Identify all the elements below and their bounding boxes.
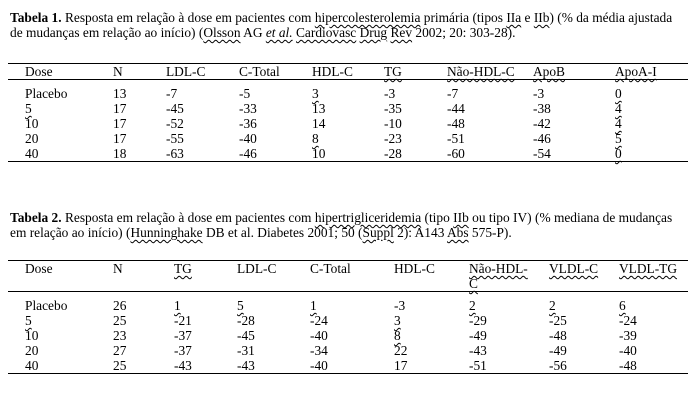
table1-column-header: LDL-C (149, 64, 222, 80)
table1-row (8, 131, 688, 146)
table1-cell (516, 101, 598, 116)
table2-cell (220, 313, 293, 328)
table2-cell-value: 27 (113, 343, 127, 358)
table1-caption-fragment: Rev (390, 25, 413, 40)
table1-cell-value: -35 (384, 101, 402, 116)
table2-cell-value: -43 (469, 343, 487, 358)
table1-cell-value: -45 (166, 101, 184, 116)
table2-caption-fragment: (tipo (421, 210, 454, 225)
table2-cell-value: -43 (237, 358, 255, 373)
table2-cell (377, 358, 452, 374)
table1-body (8, 80, 688, 162)
table2-cell (157, 328, 220, 343)
table2-cell-value: 3 (394, 313, 401, 328)
table2-cell (452, 292, 532, 314)
table1-cell-value: -55 (166, 131, 184, 146)
table2-cell-value: 23 (113, 328, 127, 343)
table1-cell-value: 13 (113, 86, 127, 101)
table2-caption-fragment: Hunninghake (130, 225, 203, 240)
table1-dose-cell (8, 80, 96, 102)
table1-cell-value: -46 (533, 131, 551, 146)
table2-caption-fragment: Abs (447, 225, 469, 240)
table1-cell (149, 101, 222, 116)
table1-caption-fragment: Cardiovasc (295, 25, 357, 40)
table2-cell-value: 8 (394, 328, 401, 343)
table2-cell-value: -48 (549, 328, 567, 343)
table1-cell-value: 8 (312, 131, 319, 146)
table2-cell-value: -24 (619, 313, 637, 328)
table2-cell (220, 292, 293, 314)
table1-column-header: N (96, 64, 149, 80)
table1-cell-value: 0 (615, 146, 622, 161)
table1-caption-fragment: et al. (265, 25, 293, 40)
table1-caption-fragment: primária (tipos (420, 10, 507, 25)
table1-cell (516, 80, 598, 102)
table1-cell (295, 80, 367, 102)
table2-cell (96, 358, 157, 374)
table2-cell (96, 292, 157, 314)
table1-cell (598, 146, 688, 162)
table2-cell (293, 328, 377, 343)
table1-column-header: HDL-C (295, 64, 367, 80)
table1-cell (598, 101, 688, 116)
table1-cell-value: Placebo (25, 86, 68, 101)
table2-cell (602, 358, 688, 374)
table1-caption (10, 10, 685, 40)
table1-cell-value: 17 (113, 101, 127, 116)
table1-column-header: ApoB (516, 64, 598, 80)
table1-dose-cell (8, 101, 96, 116)
table1-row (8, 80, 688, 102)
table2-column-header: C-Total (293, 261, 377, 292)
table1-cell-value: 20 (25, 131, 39, 146)
table1-cell (96, 146, 149, 162)
table1-cell (222, 101, 295, 116)
table1-cell-value: 10 (312, 146, 326, 161)
table2-cell (220, 328, 293, 343)
table2-cell-value: 10 (25, 328, 39, 343)
table2-cell-value: -37 (174, 328, 192, 343)
table1-cell (430, 116, 516, 131)
table1-cell (96, 101, 149, 116)
table1-cell (430, 146, 516, 162)
table2-caption-fragment: hipertrigliceridemia (314, 210, 422, 225)
table1-cell-value: -52 (166, 116, 184, 131)
table1-cell (222, 80, 295, 102)
table2-cell (532, 328, 602, 343)
table2-row (8, 313, 688, 328)
table1-cell (96, 116, 149, 131)
table2-cell-value: 1 (174, 298, 181, 313)
table2-cell (532, 313, 602, 328)
table2-column-header: LDL-C (220, 261, 293, 292)
table2-cell (96, 328, 157, 343)
table1-cell-value: -7 (166, 86, 178, 101)
table2-cell (602, 313, 688, 328)
table1-header-row (8, 64, 688, 80)
table1-cell-value: 18 (113, 146, 127, 161)
table2-cell-value: 22 (394, 343, 408, 358)
table2-cell-value: -49 (469, 328, 487, 343)
table1-cell (96, 80, 149, 102)
table2-cell-value: -34 (310, 343, 328, 358)
table1-cell-value: 3 (312, 86, 319, 101)
table2-cell (452, 343, 532, 358)
table2-cell-value: 20 (25, 343, 39, 358)
table1-caption-fragment: ) (% da média ajustada de mudanças em relação ao início) ( (10, 10, 673, 40)
table1-caption-fragment: hipercolesterolemia (314, 10, 421, 25)
table2-cell (293, 358, 377, 374)
table1-cell (367, 146, 430, 162)
table2-cell-value: -43 (174, 358, 192, 373)
table2-caption-fragment: 575-P). (468, 225, 512, 240)
table1-cell-value: 40 (25, 146, 39, 161)
table2-column-header: N (96, 261, 157, 292)
table2-header-row (8, 261, 688, 292)
table1-cell-value: -40 (239, 131, 257, 146)
table1-cell (222, 116, 295, 131)
table1-caption-fragment: Drug (359, 25, 388, 40)
table1-caption-fragment: Olsson (203, 25, 241, 40)
table1-cell-value: 5 (615, 131, 622, 146)
table2-dose-cell (8, 358, 96, 374)
table2-cell-value: -3 (394, 298, 406, 313)
table1-dose-cell (8, 131, 96, 146)
table1-cell-value: -3 (533, 86, 545, 101)
table2-cell-value: -45 (237, 328, 255, 343)
table2-column-header: VLDL-C (532, 261, 602, 292)
table2-row (8, 358, 688, 374)
table2-cell-value: 5 (237, 298, 244, 313)
table1-cell-value: -23 (384, 131, 402, 146)
table1-cell-value: 17 (113, 116, 127, 131)
table2-cell (220, 358, 293, 374)
table1-cell (222, 146, 295, 162)
table1-caption-fragment: 2002; 20: 303-28). (412, 25, 516, 40)
table2-cell-value: -29 (469, 313, 487, 328)
table1-cell (430, 131, 516, 146)
table2-cell-value: 40 (25, 358, 39, 373)
table2-cell-value: 2 (549, 298, 556, 313)
table1-cell (295, 146, 367, 162)
table2-cell-value: 25 (113, 313, 127, 328)
table2-row (8, 328, 688, 343)
table1-caption-fragment: IIa (506, 10, 522, 25)
table2-caption-label: Tabela 2. (10, 210, 62, 225)
table1-cell (295, 101, 367, 116)
table2-cell (377, 328, 452, 343)
table1-cell-value: -10 (384, 116, 402, 131)
table2-cell-value: -31 (237, 343, 255, 358)
table2-caption-fragment: IIb (453, 210, 469, 225)
table1-cell (516, 116, 598, 131)
table1-cell (149, 80, 222, 102)
table2-dose-cell (8, 292, 96, 314)
table1-cell-value: 0 (615, 86, 622, 101)
table2-cell-value: 2 (469, 298, 476, 313)
table1-cell (598, 131, 688, 146)
table1-caption-fragment: e (521, 10, 534, 25)
table2-cell-value: -25 (549, 313, 567, 328)
table2-cell (602, 343, 688, 358)
table2-cell-value: 1 (310, 298, 317, 313)
table1-cell-value: -3 (384, 86, 396, 101)
table1-cell-value: -42 (533, 116, 551, 131)
table2-cell (293, 292, 377, 314)
table1-cell (598, 80, 688, 102)
table2-cell-value: -40 (310, 358, 328, 373)
table1-cell-value: -46 (239, 146, 257, 161)
table2-cell (452, 328, 532, 343)
table1-cell-value: -7 (447, 86, 459, 101)
table2-cell (377, 343, 452, 358)
table1-cell-value: -54 (533, 146, 551, 161)
table1-column-header: ApoA-I (598, 64, 688, 80)
table2-cell (377, 292, 452, 314)
table2-cell-value: -40 (619, 343, 637, 358)
table2-column-header: TG (157, 261, 220, 292)
table1-row (8, 146, 688, 162)
table2-cell-value: -21 (174, 313, 192, 328)
table1-caption-fragment: Resposta em relação à dose em pacientes com (61, 10, 315, 25)
table2-dose-cell (8, 328, 96, 343)
table2-caption-fragment: DB et al. Diabetes 2001; 50 ( (202, 225, 363, 240)
table1-cell-value: 4 (615, 101, 622, 116)
table2-cell-value: -28 (237, 313, 255, 328)
table2-caption-fragment: ou tipo IV) (% mediana de mudanças em relação ao início) ( (10, 210, 673, 240)
table1-cell-value: -5 (239, 86, 251, 101)
table2-cell (293, 313, 377, 328)
table1-cell-value: -48 (447, 116, 465, 131)
table2-caption-fragment: 2): A143 (393, 225, 447, 240)
table2-cell-value: -37 (174, 343, 192, 358)
table2-cell (602, 328, 688, 343)
table2-cell (220, 343, 293, 358)
table1-caption-label: Tabela 1. (10, 10, 62, 25)
table1-cell (430, 80, 516, 102)
table1-cell (295, 131, 367, 146)
table2-cell (157, 313, 220, 328)
table1-cell-value: -63 (166, 146, 184, 161)
table2-body (8, 292, 688, 374)
table1-column-header: Dose (8, 64, 96, 80)
table1-row (8, 116, 688, 131)
table1-caption-text (10, 10, 672, 40)
table2-row (8, 343, 688, 358)
table2-cell (452, 313, 532, 328)
table1-dose-cell (8, 116, 96, 131)
table2-column-header: Não-HDL-C (452, 261, 532, 292)
table2-caption-fragment: Suppl (362, 225, 394, 240)
table2-row (8, 292, 688, 314)
table2-caption-text (10, 210, 672, 240)
table2-column-header: VLDL-TG (602, 261, 688, 292)
table1-cell-value: -38 (533, 101, 551, 116)
table1-cell-value: 14 (312, 116, 326, 131)
table1-cell (430, 101, 516, 116)
table1-cell (516, 131, 598, 146)
table1-cell (222, 131, 295, 146)
table1-cell-value: -33 (239, 101, 257, 116)
table2-cell-value: 25 (113, 358, 127, 373)
table2-cell-value: -24 (310, 313, 328, 328)
table1-cell (295, 116, 367, 131)
table1-cell-value: 4 (615, 116, 622, 131)
table1-dose-cell (8, 146, 96, 162)
table1-cell (367, 116, 430, 131)
table2-dose-cell (8, 343, 96, 358)
table1 (8, 63, 688, 162)
table1-cell-value: 10 (25, 116, 39, 131)
table1-cell (598, 116, 688, 131)
table2-cell-value: 6 (619, 298, 626, 313)
table2-column-header: Dose (8, 261, 96, 292)
table1-cell-value: -36 (239, 116, 257, 131)
table1-caption-fragment: AG (240, 25, 266, 40)
table1-cell-value: -60 (447, 146, 465, 161)
table2-cell-value: 5 (25, 313, 32, 328)
table2-caption (10, 210, 685, 240)
table2 (8, 260, 688, 374)
table1-cell (149, 146, 222, 162)
table1-caption-fragment: IIb (533, 10, 550, 25)
table1-cell-value: 5 (25, 101, 32, 116)
table1-cell (367, 131, 430, 146)
table1-cell (367, 101, 430, 116)
table2-cell-value: -51 (469, 358, 487, 373)
table1-cell (149, 131, 222, 146)
table2-cell (293, 343, 377, 358)
table1-cell-value: -51 (447, 131, 465, 146)
table2-cell-value: 17 (394, 358, 408, 373)
table1-cell (149, 116, 222, 131)
table1-row (8, 101, 688, 116)
table2-column-header: HDL-C (377, 261, 452, 292)
table2-cell-value: Placebo (25, 298, 68, 313)
table1-cell (367, 80, 430, 102)
table1-cell-value: -28 (384, 146, 402, 161)
table2-cell (452, 358, 532, 374)
table2-cell-value: -40 (310, 328, 328, 343)
table2-cell (96, 343, 157, 358)
table1-cell (516, 146, 598, 162)
table2-cell-value: -56 (549, 358, 567, 373)
table2-cell (532, 358, 602, 374)
table2-cell (96, 313, 157, 328)
table2-cell-value: 26 (113, 298, 127, 313)
table1-cell-value: -44 (447, 101, 465, 116)
table2-cell-value: -49 (549, 343, 567, 358)
table1-column-header: Não-HDL-C (430, 64, 516, 80)
table1-cell-value: 13 (312, 101, 326, 116)
table2-cell (157, 292, 220, 314)
table1-column-header: C-Total (222, 64, 295, 80)
table2-cell-value: -39 (619, 328, 637, 343)
table2-cell (157, 343, 220, 358)
table1-cell (96, 131, 149, 146)
table2-cell (377, 313, 452, 328)
table1-column-header: TG (367, 64, 430, 80)
table2-cell (602, 292, 688, 314)
table2-dose-cell (8, 313, 96, 328)
table2-caption-fragment: Resposta em relação à dose em pacientes com (61, 210, 315, 225)
table1-cell-value: 17 (113, 131, 127, 146)
table2-cell-value: -48 (619, 358, 637, 373)
table2-cell (532, 292, 602, 314)
table2-cell (157, 358, 220, 374)
table2-cell (532, 343, 602, 358)
